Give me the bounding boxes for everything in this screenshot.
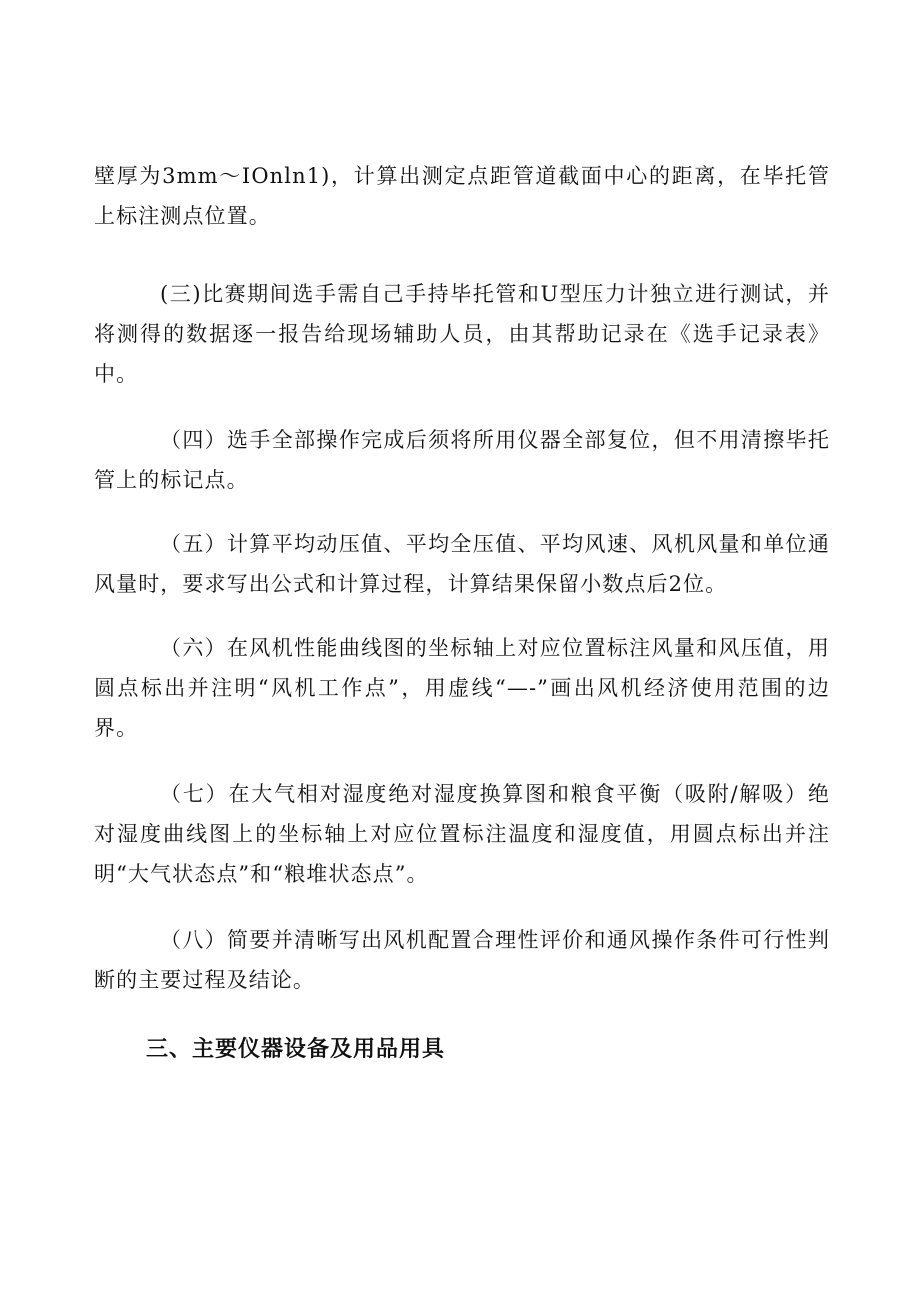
paragraph-wall-thickness: 壁厚为3mm～IOnln1)，计算出测定点距管道截面中心的距离，在毕托管上标注测点位置。 <box>94 164 830 228</box>
section-heading: 三、主要仪器设备及用品用具 <box>146 1037 446 1062</box>
paragraph-item-7: （七）在大气相对湿度绝对湿度换算图和粮食平衡（吸附/解吸）绝对湿度曲线图上的坐标轴上对应位置标注温度和湿度值，用圆点标出并注明“大气状态点”和“粮堆状态点”。 <box>94 782 830 886</box>
paragraph-item-5: （五）计算平均动压值、平均全压值、平均风速、风机风量和单位通风量时，要求写出公式和计算过程，计算结果保留小数点后2位。 <box>94 532 830 596</box>
paragraph-item-8: （八）简要并清晰写出风机配置合理性评价和通风操作条件可行性判断的主要过程及结论。 <box>94 928 830 992</box>
paragraph-item-3: (三)比赛期间选手需自己手持毕托管和U型压力计独立进行测试，并将测得的数据逐一报告给现场辅助人员，由其帮助记录在《选手记录表》中。 <box>94 282 830 386</box>
paragraph-item-6: （六）在风机性能曲线图的坐标轴上对应位置标注风量和风压值，用圆点标出并注明“风机工作点”，用虚线“—-”画出风机经济使用范围的边界。 <box>94 636 830 740</box>
paragraph-item-4: （四）选手全部操作完成后须将所用仪器全部复位，但不用清擦毕托管上的标记点。 <box>94 428 830 492</box>
